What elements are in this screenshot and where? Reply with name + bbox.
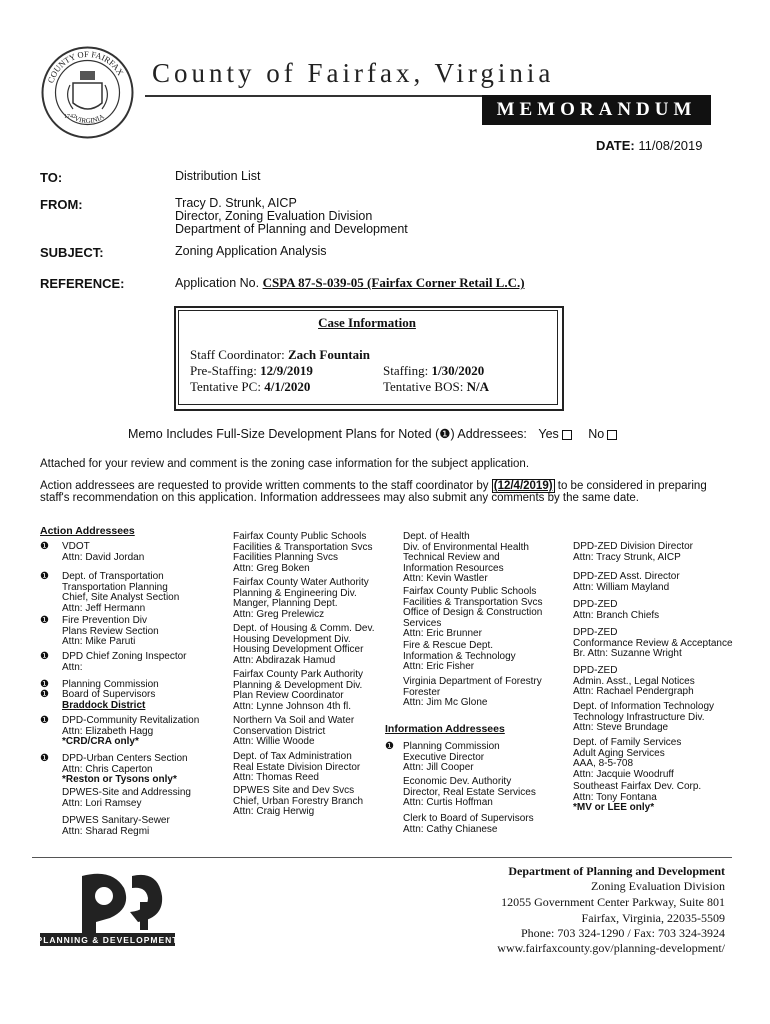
addressee-entry <box>573 628 733 660</box>
footer-city: Fairfax, Virginia, 22035-5509 <box>581 911 725 925</box>
addressee-line: Planning & Engineering Div. <box>233 587 357 599</box>
addressee-entry <box>403 532 529 585</box>
addressee-line: Planning Commission <box>403 741 500 752</box>
addressee-line: Attn: Jacquie Woodruff <box>573 768 674 780</box>
addressee-line: Fire Prevention Div <box>62 615 148 626</box>
addressee-entry <box>233 716 354 748</box>
addressee-line: Southeast Fairfax Dev. Corp. <box>573 781 702 792</box>
addressee-entry <box>62 816 170 837</box>
addressees-column-3 <box>385 532 570 842</box>
full-size-plans-bullet-icon: ❶ <box>40 689 49 700</box>
addressee-line: Plan Review Coordinator <box>233 690 344 701</box>
addressee-line: DPWES Site and Dev Svcs <box>233 785 355 796</box>
county-title: County of Fairfax, Virginia <box>152 58 555 88</box>
addressee-line: Chief, Site Analyst Section <box>62 592 180 603</box>
addressee-entry <box>573 542 693 563</box>
addressee-line: Facilities Planning Svcs <box>233 552 339 563</box>
addressee-line: Services <box>403 617 442 629</box>
subject-value: Zoning Application Analysis <box>175 244 327 258</box>
addressee-line: Attn: Tracy Strunk, AICP <box>573 551 681 563</box>
addressee-line: Dept. of Information Technology <box>573 701 715 712</box>
full-size-plans-bullet-icon: ❶ <box>385 741 394 752</box>
addressee-entry <box>403 641 516 673</box>
footer-rule <box>32 857 732 858</box>
addressee-entry <box>573 572 680 593</box>
addressee-line: Adult Aging Services <box>573 747 665 759</box>
addressee-line: Br. Attn: Suzanne Wright <box>573 648 682 659</box>
addressee-line: Fairfax County Public Schools <box>233 531 367 542</box>
addressee-line: Attn: Greg Boken <box>233 562 310 574</box>
addressee-line: Attn: Curtis Hoffman <box>403 797 493 808</box>
addressee-line: Manger, Planning Dept. <box>233 598 338 609</box>
pre-staffing: Pre-Staffing: 12/9/2019 <box>190 363 313 378</box>
addressee-line: Attn: Abdirazak Hamud <box>233 654 336 666</box>
svg-text:1742: 1742 <box>64 114 76 120</box>
addressee-entry <box>62 616 159 648</box>
county-seal-logo <box>40 45 135 140</box>
memorandum-banner: MEMORANDUM <box>482 95 711 125</box>
addressee-line: DPD-ZED Asst. Director <box>573 571 680 582</box>
addressee-line: Planning & Development Div. <box>233 679 363 691</box>
tentative-bos: Tentative BOS: N/A <box>383 379 489 394</box>
addressee-line: Attn: Steve Brundage <box>573 722 669 733</box>
addressee-entry <box>403 777 536 809</box>
addressee-entry <box>62 788 191 809</box>
addressee-line: *MV or LEE only* <box>573 802 655 813</box>
full-size-plans-line: Memo Includes Full-Size Development Plans for Noted (❶) Addressees: Yes No <box>128 426 620 441</box>
addressee-line: Attn: Mike Paruti <box>62 636 136 647</box>
addressee-line: Conformance Review & Acceptance <box>573 637 733 649</box>
addressee-line: Fire & Rescue Dept. <box>403 640 494 651</box>
addressee-line: Transportation Planning <box>62 581 168 593</box>
addressee-line: DPD-Urban Centers Section <box>62 753 188 764</box>
addressee-line: Facilities & Transportation Svcs <box>403 596 543 608</box>
addressee-entry <box>233 786 363 818</box>
addressee-line: Dept. of Housing & Comm. Dev. <box>233 623 375 634</box>
svg-text:COUNTY OF FAIRFAX: COUNTY OF FAIRFAX <box>45 48 126 85</box>
addressee-entry <box>233 578 369 620</box>
to-value: Distribution List <box>175 169 261 183</box>
addressee-entry <box>573 666 695 698</box>
addressee-entry <box>403 742 500 774</box>
from-value: Tracy D. Strunk, AICP Director, Zoning Evaluation Division Department of Planning and Development <box>175 196 408 236</box>
addressee-line: DPD-ZED <box>573 627 618 638</box>
addressee-entry <box>573 782 701 814</box>
addressee-line: Economic Dev. Authority <box>403 776 512 787</box>
addressee-line: Housing Development Div. <box>233 633 351 645</box>
addressee-line: DPD-ZED <box>573 599 618 610</box>
addressee-line: Dept. of Tax Administration <box>233 751 352 762</box>
addressee-line: Planning Commission <box>62 679 159 690</box>
svg-text:VIRGINIA: VIRGINIA <box>73 112 106 126</box>
addressee-entry <box>403 677 542 709</box>
addressee-line: Attn: Greg Prelewicz <box>233 608 325 620</box>
addressee-entry <box>233 624 375 666</box>
addressee-line: Admin. Asst., Legal Notices <box>573 675 695 687</box>
footer-phone: Phone: 703 324-1290 / Fax: 703 324-3924 <box>521 926 725 940</box>
addressee-line: Housing Development Officer <box>233 644 364 655</box>
addressee-line: DPWES Sanitary-Sewer <box>62 815 170 826</box>
addressee-line: Chief, Urban Forestry Branch <box>233 795 364 807</box>
addressee-line: Attn: Jill Cooper <box>403 762 474 773</box>
addressee-line: Dept. of Health <box>403 531 470 542</box>
addressee-entry <box>403 814 534 835</box>
addressee-line: Board of Supervisors <box>62 689 156 700</box>
addressee-line: Attn: Willie Woode <box>233 736 315 747</box>
addressee-line: Dept. of Family Services <box>573 737 682 748</box>
addressee-line: Attn: Thomas Reed <box>233 772 319 783</box>
addressee-line: Technical Review and <box>403 552 500 563</box>
addressee-line: Attn: Jeff Hermann <box>62 602 146 614</box>
addressee-line: Attn: Eric Fisher <box>403 661 475 672</box>
addressee-line: Attn: Tony Fontana <box>573 791 657 803</box>
addressee-line: Real Estate Division Director <box>233 761 361 773</box>
addressee-line: Facilities & Transportation Svcs <box>233 541 373 553</box>
addressee-line: Attn: Eric Brunner <box>403 628 482 639</box>
addressee-line: Plans Review Section <box>62 625 159 637</box>
footer-department: Department of Planning and Development <box>508 864 725 878</box>
addressee-line: Information Resources <box>403 562 504 574</box>
planning-development-logo-label: PLANNING & DEVELOPMENT <box>36 934 179 945</box>
addressee-line: AAA, 8-5-708 <box>573 758 634 769</box>
staffing: Staffing: 1/30/2020 <box>383 363 485 378</box>
addressee-line: Attn: Jim Mc Glone <box>403 697 488 708</box>
addressees-column-2 <box>233 532 393 832</box>
addressee-line: Attn: Rachael Pendergraph <box>573 686 694 697</box>
addressee-line: Div. of Environmental Health <box>403 541 529 553</box>
reference-value: Application No. CSPA 87-S-039-05 (Fairfax Corner Retail L.C.) <box>175 275 525 290</box>
addressee-entry <box>233 532 373 574</box>
action-paragraph-line1: Action addressees are requested to provide written comments to the staff coordinator by (12/4/2019) to be considered in preparing <box>40 480 707 492</box>
addressee-line: Attn: Lynne Johnson 4th fl. <box>233 700 352 712</box>
addressee-line: Technology Infrastructure Div. <box>573 711 705 723</box>
addressee-line: Attn: Lori Ramsey <box>62 797 142 809</box>
action-addressees-column <box>40 526 215 846</box>
addressee-line: DPD-ZED <box>573 665 618 676</box>
addressee-line: Northern Va Soil and Water <box>233 715 355 726</box>
information-addressees-heading: Information Addressees <box>385 723 505 735</box>
addressees-column-4 <box>573 542 733 832</box>
case-info-title: Case Information <box>318 315 416 330</box>
addressee-entry <box>62 572 179 614</box>
addressee-line: DPWES-Site and Addressing <box>62 787 191 798</box>
full-size-plans-bullet-icon: ❶ <box>40 615 49 626</box>
addressee-line: Attn: William Mayland <box>573 581 670 593</box>
addressee-line: DPD Chief Zoning Inspector <box>62 651 187 662</box>
action-paragraph-line2: staff's recommendation on this application. Information addressees may also submit any comments by the same date. <box>40 492 640 504</box>
addressee-line: Fairfax County Park Authority <box>233 669 364 680</box>
addressee-line: Information & Technology <box>403 650 516 662</box>
to-label: TO: <box>40 170 63 185</box>
addressee-line: Executive Director <box>403 751 485 763</box>
staff-coordinator: Staff Coordinator: Zach Fountain <box>190 347 370 362</box>
addressee-line: Attn: Kevin Wastler <box>403 573 488 584</box>
addressee-line: VDOT <box>62 541 90 552</box>
addressee-line: Forester <box>403 686 441 698</box>
full-size-plans-bullet-icon: ❶ <box>40 753 49 764</box>
addressee-line: Fairfax County Water Authority <box>233 577 369 588</box>
addressee-entry <box>233 670 363 712</box>
full-size-plans-bullet-icon: ❶ <box>40 651 49 662</box>
footer-website[interactable]: www.fairfaxcounty.gov/planning-development/ <box>497 941 725 955</box>
addressee-line: Attn: Branch Chiefs <box>573 609 660 621</box>
addressee-entry <box>62 542 144 563</box>
action-addressees-heading: Action Addressees <box>40 525 135 537</box>
addressee-line: Clerk to Board of Supervisors <box>403 813 534 824</box>
addressee-line: Dept. of Transportation <box>62 571 164 582</box>
full-size-plans-bullet-icon: ❶ <box>40 571 49 582</box>
addressee-entry <box>403 587 543 640</box>
addressee-line: Fairfax County Public Schools <box>403 586 537 597</box>
addressee-line: Office of Design & Construction <box>403 607 543 618</box>
addressee-entry <box>62 716 199 748</box>
addressee-line: Conservation District <box>233 725 326 737</box>
addressee-line: *Reston or Tysons only* <box>62 774 177 785</box>
addressee-entry <box>62 690 155 711</box>
addressee-line: Virginia Department of Forestry <box>403 676 542 687</box>
full-size-plans-bullet-icon: ❶ <box>40 715 49 726</box>
addressee-line: Attn: Cathy Chianese <box>403 823 498 835</box>
addressee-entry <box>573 600 659 621</box>
yes-checkbox[interactable] <box>562 430 572 440</box>
from-label: FROM: <box>40 197 83 212</box>
addressee-line: Attn: Chris Caperton <box>62 763 153 775</box>
addressee-entry <box>62 754 188 786</box>
addressee-line: Attn: David Jordan <box>62 551 145 563</box>
addressee-entry <box>62 652 187 673</box>
addressee-entry <box>573 702 714 734</box>
no-checkbox[interactable] <box>607 430 617 440</box>
addressee-line: DPD-Community Revitalization <box>62 715 200 726</box>
addressee-line: Braddock District <box>62 699 146 711</box>
addressee-line: Attn: <box>62 661 83 673</box>
tentative-pc: Tentative PC: 4/1/2020 <box>190 379 311 394</box>
addressee-line: *CRD/CRA only* <box>62 736 139 747</box>
subject-label: SUBJECT: <box>40 245 104 260</box>
addressee-line: Attn: Elizabeth Hagg <box>62 725 154 737</box>
full-size-plans-bullet-icon: ❶ <box>40 679 49 690</box>
addressee-line: Attn: Sharad Regmi <box>62 825 150 837</box>
footer-division: Zoning Evaluation Division <box>591 879 725 893</box>
memo-date: DATE: 11/08/2019 <box>596 138 703 153</box>
addressee-line: Director, Real Estate Services <box>403 786 536 798</box>
footer-address: 12055 Government Center Parkway, Suite 801 <box>501 895 725 909</box>
full-size-plans-bullet-icon: ❶ <box>40 541 49 552</box>
addressee-line: Attn: Craig Herwig <box>233 806 315 817</box>
attached-paragraph: Attached for your review and comment is the zoning case information for the subject application. <box>40 458 530 470</box>
addressee-line: DPD-ZED Division Director <box>573 541 694 552</box>
reference-label: REFERENCE: <box>40 276 125 291</box>
addressee-entry <box>233 752 360 784</box>
addressee-entry <box>573 738 681 780</box>
